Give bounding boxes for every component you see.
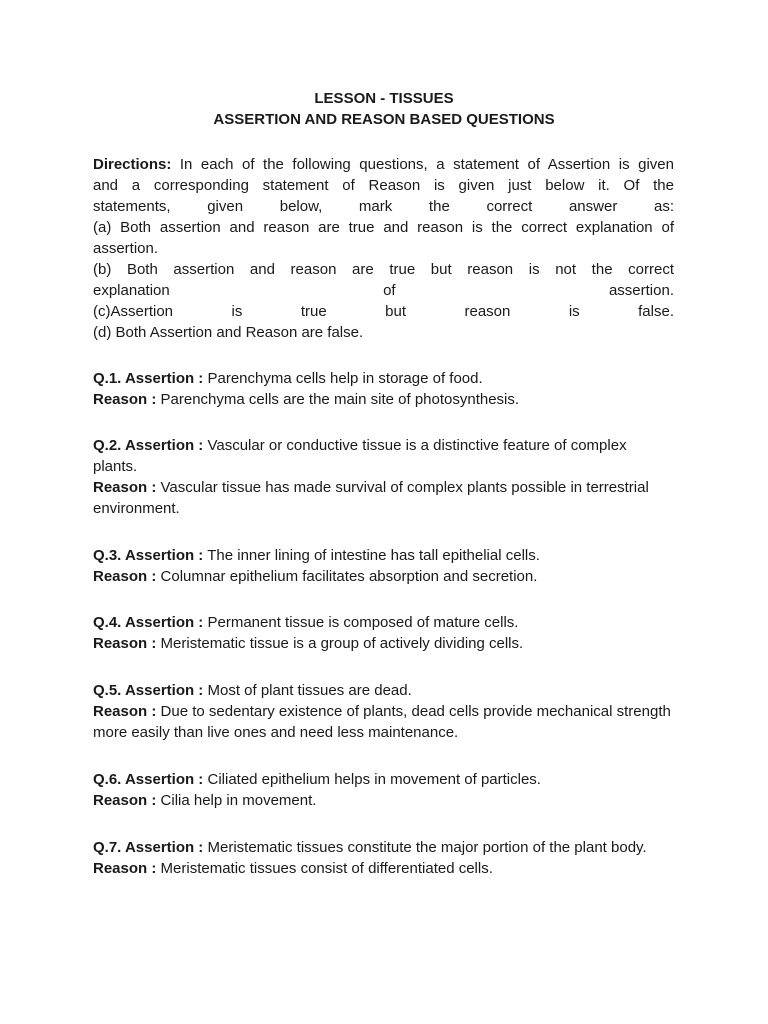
reason-text: Columnar epithelium facilitates absorption and secretion. — [160, 568, 538, 585]
assertion-text: Ciliated epithelium helps in movement of particles. — [207, 771, 541, 788]
reason-text: Vascular tissue has made survival of complex plants possible in terrestrial environment. — [93, 479, 649, 517]
assertion-line — [93, 435, 674, 477]
reason-label: Reason : — [93, 391, 157, 408]
assertion-text: The inner lining of intestine has tall epithelial cells. — [207, 547, 540, 564]
question-label: Q.4. Assertion : — [93, 614, 204, 631]
reason-line — [93, 858, 674, 879]
reason-text: Meristematic tissue is a group of actively dividing cells. — [160, 635, 524, 652]
reason-line — [93, 701, 674, 743]
directions-block — [93, 154, 674, 343]
question-label: Q.2. Assertion : — [93, 437, 204, 454]
assertion-line — [93, 612, 674, 633]
question-label: Q.5. Assertion : — [93, 682, 204, 699]
reason-label: Reason : — [93, 479, 157, 496]
assertion-line — [93, 368, 674, 389]
question-label: Q.6. Assertion : — [93, 771, 204, 788]
reason-text: Meristematic tissues consist of differentiated cells. — [160, 860, 493, 877]
question-label: Q.1. Assertion : — [93, 370, 204, 387]
reason-label: Reason : — [93, 860, 157, 877]
reason-line — [93, 477, 674, 519]
reason-text: Cilia help in movement. — [160, 792, 317, 809]
assertion-text: Meristematic tissues constitute the major portion of the plant body. — [207, 839, 647, 856]
question-label: Q.7. Assertion : — [93, 839, 204, 856]
assertion-text: Parenchyma cells help in storage of food. — [207, 370, 483, 387]
reason-label: Reason : — [93, 792, 157, 809]
reason-label: Reason : — [93, 703, 157, 720]
question-7 — [93, 837, 674, 879]
option-c: (c)Assertion is true but reason is false. — [93, 303, 674, 320]
directions-line-2: and a corresponding statement of Reason is given just below it. Of the — [93, 177, 674, 194]
assertion-line — [93, 545, 674, 566]
reason-line — [93, 566, 674, 587]
question-6 — [93, 769, 674, 811]
assertion-text: Vascular or conductive tissue is a distinctive feature of complex plants. — [93, 437, 627, 475]
question-2 — [93, 435, 674, 519]
question-1 — [93, 368, 674, 410]
question-label: Q.3. Assertion : — [93, 547, 204, 564]
assertion-text: Most of plant tissues are dead. — [207, 682, 412, 699]
assertion-line — [93, 837, 674, 858]
question-4 — [93, 612, 674, 654]
reason-text: Parenchyma cells are the main site of photosynthesis. — [160, 391, 520, 408]
question-3 — [93, 545, 674, 587]
reason-line — [93, 790, 674, 811]
reason-label: Reason : — [93, 568, 157, 585]
reason-label: Reason : — [93, 635, 157, 652]
reason-line — [93, 389, 674, 410]
directions-line-1: Directions: In each of the following questions, a statement of Assertion is given — [93, 156, 674, 173]
reason-line — [93, 633, 674, 654]
directions-line-3: statements, given below, mark the correct answer as: — [93, 198, 674, 215]
lesson-title: LESSON - TISSUES — [314, 90, 454, 107]
assertion-text: Permanent tissue is composed of mature cells. — [207, 614, 519, 631]
option-b-line-2: explanation of assertion. — [93, 282, 674, 299]
directions-label: Directions: — [93, 156, 172, 173]
question-5 — [93, 680, 674, 743]
option-a-line-1: (a) Both assertion and reason are true and reason is the correct explanation of — [93, 219, 674, 236]
assertion-line — [93, 769, 674, 790]
option-b-line-1: (b) Both assertion and reason are true but reason is not the correct — [93, 261, 674, 278]
option-d: (d) Both Assertion and Reason are false. — [93, 324, 364, 341]
reason-text: Due to sedentary existence of plants, dead cells provide mechanical strength more easily than live ones and need less maintenance. — [93, 703, 671, 741]
section-subtitle: ASSERTION AND REASON BASED QUESTIONS — [213, 111, 555, 128]
assertion-line — [93, 680, 674, 701]
option-a-line-2: assertion. — [93, 240, 159, 257]
